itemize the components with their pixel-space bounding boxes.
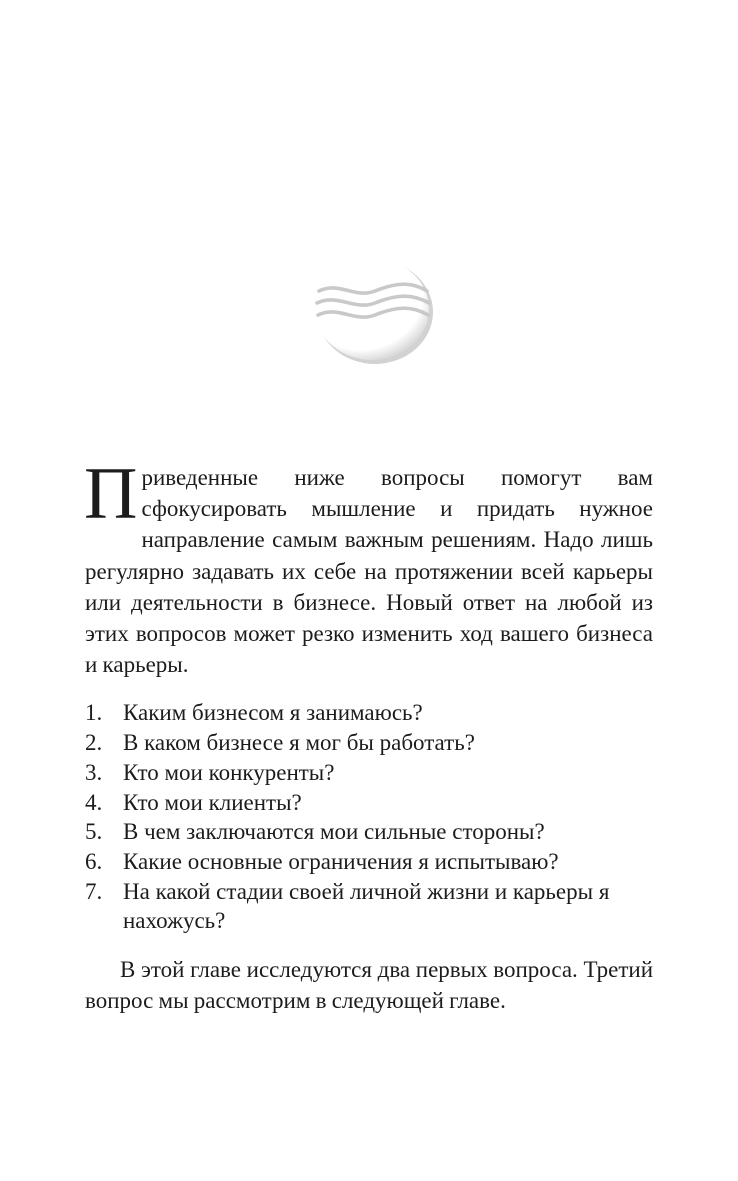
- list-item: [85, 817, 653, 847]
- list-number: 2.: [85, 730, 103, 756]
- list-item: [85, 698, 653, 728]
- body-text: [84, 453, 653, 1016]
- questions-list: [85, 698, 653, 936]
- list-number: 1.: [85, 700, 103, 726]
- list-item-text: Какие основные ограничения я испытываю?: [123, 848, 559, 874]
- drop-cap: П: [84, 453, 138, 535]
- list-number: 4.: [85, 789, 103, 815]
- closing-paragraph: В этой главе исследуются два первых вопроса. Третий вопрос мы рассмотрим в следующей главе.: [85, 957, 653, 1014]
- list-number: 7.: [85, 878, 103, 904]
- list-item-text: Кто мои конкуренты?: [123, 759, 335, 785]
- intro-text: риведенные ниже вопросы помогут вам сфокусировать мышление и придать нужное направление самым важным решениям. Надо лишь регулярно задавать их себе на протяжении всей карьеры или деятельности в бизнесе. Новый ответ на любой из этих вопросов может резко изменить ход вашего бизнеса и карьеры.: [85, 465, 653, 678]
- list-item: [85, 847, 653, 877]
- intro-paragraph: [84, 453, 653, 680]
- list-item: [85, 728, 653, 758]
- list-item-text: На какой стадии своей личной жизни и карьеры я нахожусь?: [123, 878, 610, 934]
- list-item: [85, 758, 653, 788]
- waves-circle-icon: [311, 255, 435, 365]
- list-item: [85, 877, 653, 936]
- list-item-text: В чем заключаются мои сильные стороны?: [123, 819, 545, 845]
- list-item-text: Каким бизнесом я занимаюсь?: [123, 700, 423, 726]
- list-number: 5.: [85, 819, 103, 845]
- list-number: 6.: [85, 848, 103, 874]
- list-item-text: Кто мои клиенты?: [123, 789, 302, 815]
- list-item-text: В каком бизнесе я мог бы работать?: [123, 730, 475, 756]
- list-item: [85, 788, 653, 818]
- list-number: 3.: [85, 759, 103, 785]
- chapter-emblem: [311, 255, 435, 365]
